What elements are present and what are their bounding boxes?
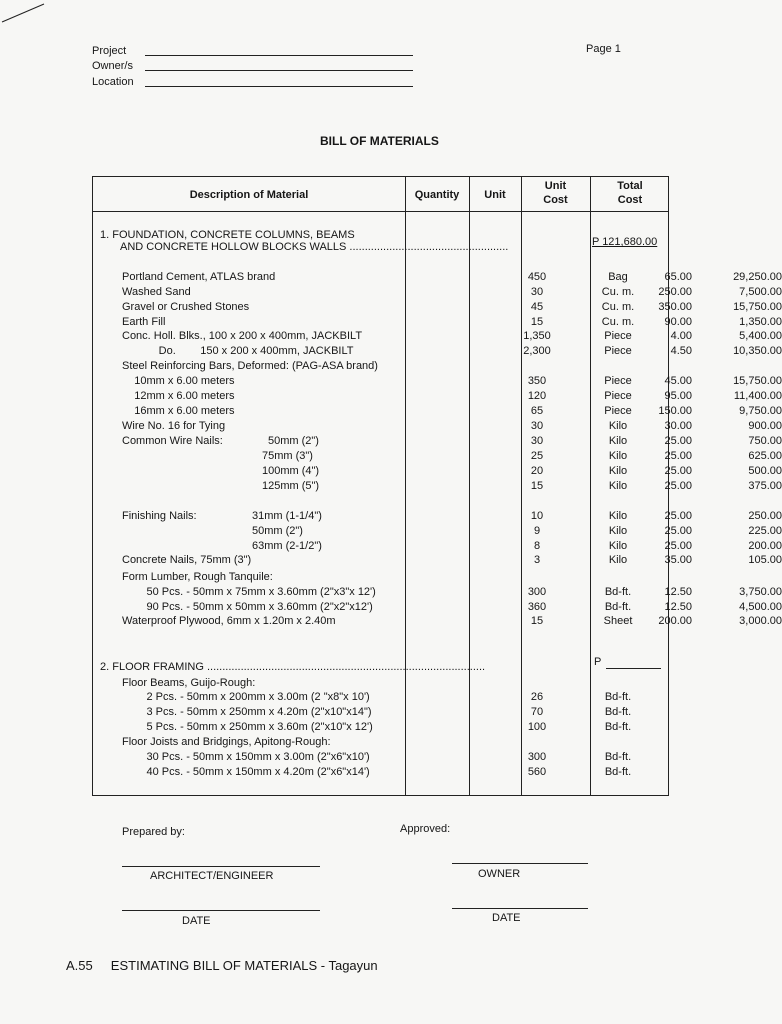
date-label-2: DATE [492, 912, 521, 924]
section-2-title: 2. FLOOR FRAMING ........................................................................................... [100, 661, 486, 673]
item-unit: Cu. m. [601, 316, 635, 328]
scan-mark [0, 0, 60, 30]
item-total-cost: 900.00 [748, 420, 782, 432]
item-unit-cost: 90.00 [664, 316, 692, 328]
item-unit: Piece [604, 330, 632, 342]
item-total-cost: 11,400.00 [733, 390, 782, 402]
item-unit: Cu. m. [601, 301, 635, 313]
item-total-cost: 29,250.00 [733, 271, 782, 283]
item-unit: Kilo [608, 465, 628, 477]
item-unit: Bd-ft. [604, 586, 632, 598]
item-quantity: 30 [530, 435, 544, 447]
header-quantity: Quantity [414, 189, 460, 201]
column-divider [469, 177, 470, 795]
item-total-cost: 225.00 [748, 525, 782, 537]
section-2-total-line [606, 668, 661, 669]
item-unit: Kilo [608, 450, 628, 462]
item-total-cost: 1,350.00 [739, 316, 782, 328]
item-description: 90 Pcs. - 50mm x 50mm x 3.60mm (2"x2"x12') [122, 601, 373, 613]
item-unit-cost: 25.00 [664, 450, 692, 462]
item-description: Finishing Nails: [122, 510, 197, 522]
item-quantity: 300 [527, 751, 547, 763]
item-quantity: 10 [530, 510, 544, 522]
item-unit: Kilo [608, 540, 628, 552]
header-unit-cost-2: Cost [543, 194, 568, 206]
item-description: Washed Sand [122, 286, 191, 298]
section-1-title-line1: 1. FOUNDATION, CONCRETE COLUMNS, BEAMS [100, 229, 355, 241]
owner-label: OWNER [478, 868, 521, 880]
item-quantity: 1,350 [523, 330, 551, 342]
item-unit-cost: 150.00 [658, 405, 692, 417]
item-unit: Kilo [608, 525, 628, 537]
item-quantity: 450 [527, 271, 547, 283]
column-divider [405, 177, 406, 795]
item-unit-cost: 12.50 [664, 601, 692, 613]
architect-signature-line [122, 866, 320, 867]
item-description: Steel Reinforcing Bars, Deformed: (PAG-ASA brand) [122, 360, 378, 372]
item-unit: Kilo [608, 480, 628, 492]
item-total-cost: 10,350.00 [733, 345, 782, 357]
item-quantity: 70 [530, 706, 544, 718]
item-unit: Kilo [608, 420, 628, 432]
page-number: Page 1 [586, 43, 621, 55]
item-description: 40 Pcs. - 50mm x 150mm x 4.20m (2"x6"x14') [122, 766, 370, 778]
item-total-cost: 3,000.00 [739, 615, 782, 627]
item-description: Earth Fill [122, 316, 166, 328]
section-1-title-line2: AND CONCRETE HOLLOW BLOCKS WALLS .................................................... [120, 241, 509, 253]
item-description: Concrete Nails, 75mm (3") [122, 554, 252, 566]
item-size: 125mm (5") [262, 480, 320, 492]
page-footer: A.55 ESTIMATING BILL OF MATERIALS - Tagayun [66, 958, 378, 973]
table-header-divider [93, 211, 668, 212]
item-description: Conc. Holl. Blks., 100 x 200 x 400mm, JACKBILT [122, 330, 363, 342]
owner-signature-line [452, 863, 588, 864]
item-unit: Piece [604, 375, 632, 387]
project-label: Project [92, 45, 127, 57]
item-quantity: 9 [533, 525, 541, 537]
item-unit: Bag [608, 271, 628, 283]
item-unit: Kilo [608, 435, 628, 447]
item-unit: Bd-ft. [604, 766, 632, 778]
item-unit: Kilo [608, 510, 628, 522]
item-quantity: 45 [530, 301, 544, 313]
item-unit-cost: 95.00 [664, 390, 692, 402]
item-unit: Bd-ft. [604, 721, 632, 733]
item-unit-cost: 250.00 [658, 286, 692, 298]
item-quantity: 15 [530, 615, 544, 627]
item-description: 10mm x 6.00 meters [122, 375, 235, 387]
date-line-1 [122, 910, 320, 911]
item-total-cost: 750.00 [748, 435, 782, 447]
item-unit-cost: 30.00 [664, 420, 692, 432]
item-total-cost: 9,750.00 [739, 405, 782, 417]
item-description: Common Wire Nails: [122, 435, 223, 447]
item-unit-cost: 200.00 [658, 615, 692, 627]
item-quantity: 2,300 [523, 345, 551, 357]
item-quantity: 8 [533, 540, 541, 552]
prepared-by-label: Prepared by: [122, 826, 185, 838]
item-description: Floor Joists and Bridgings, Apitong-Rough: [122, 736, 331, 748]
item-unit-cost: 25.00 [664, 465, 692, 477]
approved-label: Approved: [400, 823, 451, 835]
document-title: BILL OF MATERIALS [320, 134, 439, 148]
item-unit: Bd-ft. [604, 691, 632, 703]
item-total-cost: 500.00 [748, 465, 782, 477]
item-quantity: 30 [530, 420, 544, 432]
item-total-cost: 200.00 [748, 540, 782, 552]
item-size: 63mm (2-1/2") [252, 540, 322, 552]
item-quantity: 100 [527, 721, 547, 733]
item-unit: Kilo [608, 554, 628, 566]
item-unit-cost: 25.00 [664, 525, 692, 537]
item-unit: Piece [604, 405, 632, 417]
item-total-cost: 375.00 [748, 480, 782, 492]
item-unit-cost: 35.00 [664, 554, 692, 566]
item-quantity: 25 [530, 450, 544, 462]
item-size: 50mm (2") [252, 525, 303, 537]
item-unit-cost: 65.00 [664, 271, 692, 283]
item-quantity: 20 [530, 465, 544, 477]
owners-label: Owner/s [92, 60, 133, 72]
item-quantity: 15 [530, 316, 544, 328]
item-unit-cost: 45.00 [664, 375, 692, 387]
item-size: 75mm (3") [262, 450, 313, 462]
item-description: Form Lumber, Rough Tanquile: [122, 571, 273, 583]
header-unit: Unit [484, 189, 506, 201]
item-unit-cost: 12.50 [664, 586, 692, 598]
item-description: 3 Pcs. - 50mm x 250mm x 4.20m (2"x10"x14") [122, 706, 372, 718]
item-quantity: 65 [530, 405, 544, 417]
item-description: Do. 150 x 200 x 400mm, JACKBILT [122, 345, 354, 357]
item-unit: Bd-ft. [604, 751, 632, 763]
item-total-cost: 3,750.00 [739, 586, 782, 598]
project-line [145, 55, 413, 56]
item-unit: Piece [604, 390, 632, 402]
date-label-1: DATE [182, 915, 211, 927]
item-unit: Piece [604, 345, 632, 357]
item-size: 31mm (1-1/4") [252, 510, 322, 522]
header-description: Description of Material [189, 189, 309, 201]
item-description: Gravel or Crushed Stones [122, 301, 250, 313]
item-total-cost: 625.00 [748, 450, 782, 462]
item-quantity: 300 [527, 586, 547, 598]
item-total-cost: 7,500.00 [739, 286, 782, 298]
header-unit-cost-1: Unit [544, 180, 567, 192]
item-quantity: 120 [527, 390, 547, 402]
architect-engineer-label: ARCHITECT/ENGINEER [150, 870, 274, 882]
item-unit: Sheet [603, 615, 633, 627]
item-total-cost: 15,750.00 [733, 375, 782, 387]
item-total-cost: 5,400.00 [739, 330, 782, 342]
item-unit: Bd-ft. [604, 706, 632, 718]
item-unit: Cu. m. [601, 286, 635, 298]
item-size: 50mm (2") [268, 435, 319, 447]
item-unit-cost: 350.00 [658, 301, 692, 313]
item-description: Wire No. 16 for Tying [122, 420, 226, 432]
item-size: 100mm (4") [262, 465, 320, 477]
item-description: 5 Pcs. - 50mm x 250mm x 3.60m (2"x10"x 12') [122, 721, 373, 733]
item-description: 2 Pcs. - 50mm x 200mm x 3.00m (2 "x8"x 10') [122, 691, 370, 703]
item-description: 16mm x 6.00 meters [122, 405, 235, 417]
item-total-cost: 105.00 [748, 554, 782, 566]
item-quantity: 3 [533, 554, 541, 566]
item-total-cost: 250.00 [748, 510, 782, 522]
item-unit-cost: 25.00 [664, 540, 692, 552]
item-unit: Bd-ft. [604, 601, 632, 613]
item-quantity: 350 [527, 375, 547, 387]
item-description: Floor Beams, Guijo-Rough: [122, 677, 256, 689]
item-quantity: 360 [527, 601, 547, 613]
item-description: 50 Pcs. - 50mm x 75mm x 3.60mm (2"x3"x 12') [122, 586, 376, 598]
item-unit-cost: 25.00 [664, 510, 692, 522]
column-divider [590, 177, 591, 795]
section-2-total-p: P [594, 656, 602, 668]
item-quantity: 26 [530, 691, 544, 703]
location-line [145, 86, 413, 87]
item-total-cost: 15,750.00 [733, 301, 782, 313]
section-1-total: P 121,680.00 [592, 236, 658, 248]
item-description: 30 Pcs. - 50mm x 150mm x 3.00m (2"x6"x10') [122, 751, 370, 763]
item-quantity: 15 [530, 480, 544, 492]
item-description: Waterproof Plywood, 6mm x 1.20m x 2.40m [122, 615, 336, 627]
item-unit-cost: 4.50 [670, 345, 692, 357]
location-label: Location [92, 76, 134, 88]
header-total-cost-2: Cost [617, 194, 643, 206]
item-unit-cost: 25.00 [664, 480, 692, 492]
item-unit-cost: 4.00 [670, 330, 692, 342]
date-line-2 [452, 908, 588, 909]
item-total-cost: 4,500.00 [739, 601, 782, 613]
header-total-cost-1: Total [617, 180, 643, 192]
item-quantity: 30 [530, 286, 544, 298]
item-quantity: 560 [527, 766, 547, 778]
owners-line [145, 70, 413, 71]
item-description: Portland Cement, ATLAS brand [122, 271, 276, 283]
item-description: 12mm x 6.00 meters [122, 390, 235, 402]
item-unit-cost: 25.00 [664, 435, 692, 447]
